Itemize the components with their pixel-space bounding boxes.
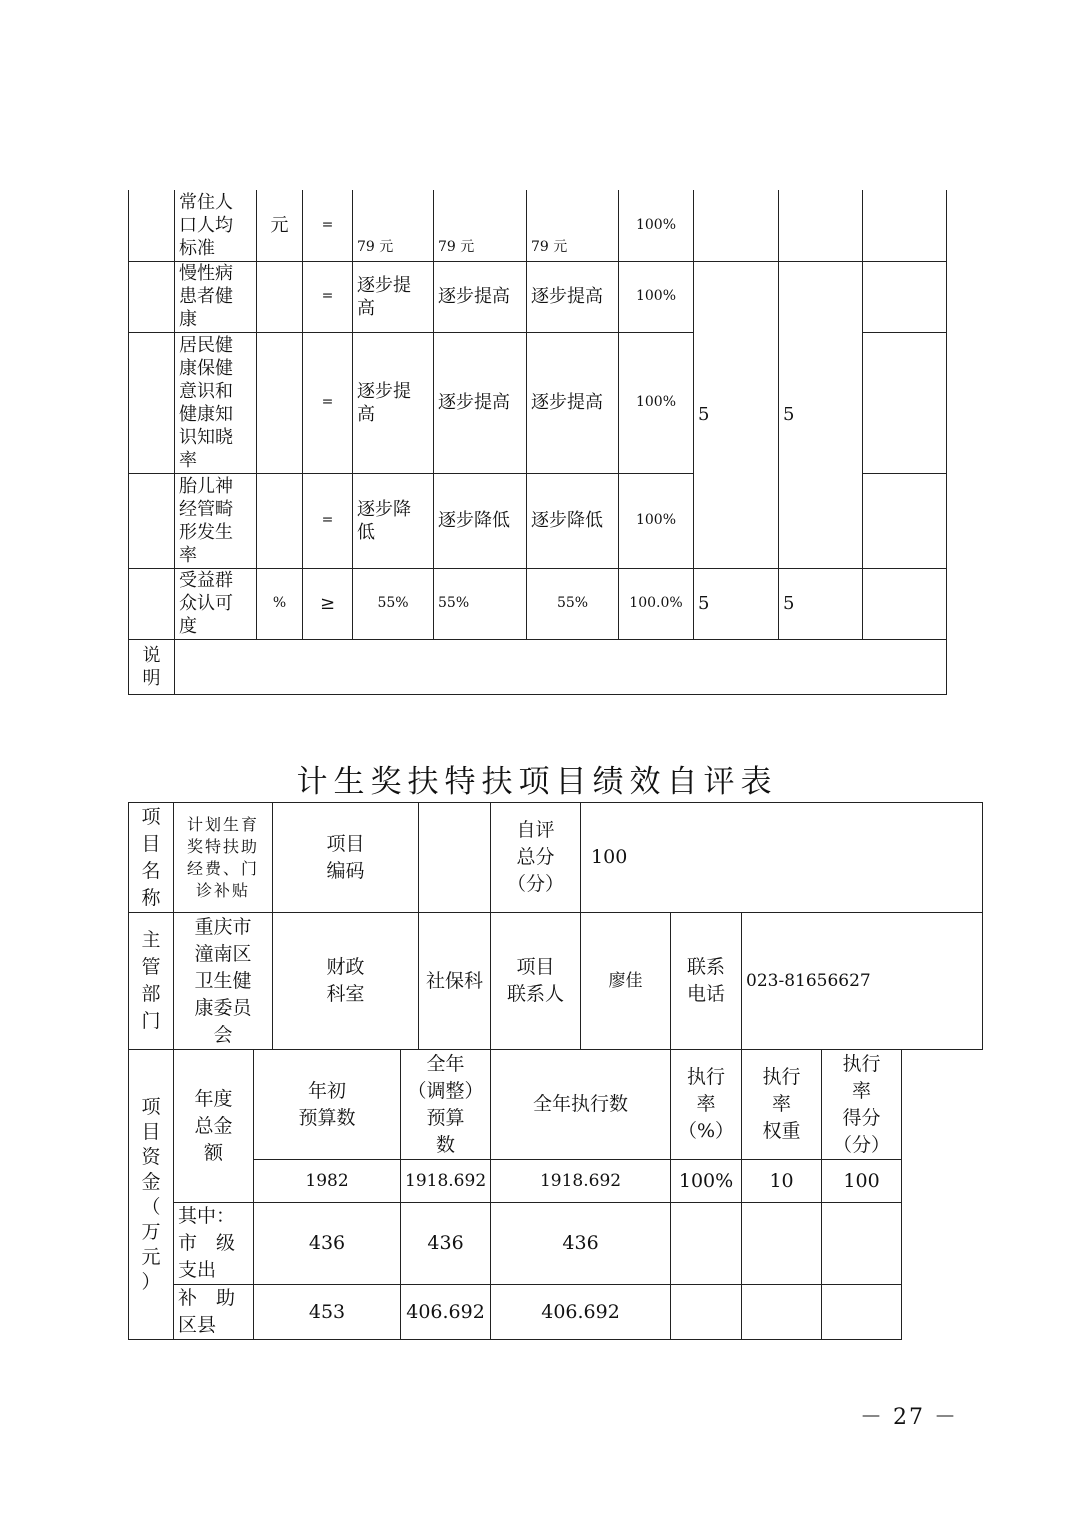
adjusted-budget-label: 全年 （调整）预算 数 <box>401 1050 491 1160</box>
indicator-operator: = <box>303 190 353 261</box>
city-row <box>129 1203 983 1285</box>
total-exec-weight: 10 <box>742 1160 822 1203</box>
total-adjusted: 1918.692 <box>401 1160 491 1203</box>
indicator-table-continued <box>128 190 947 695</box>
indicator-plan: 逐步提高 <box>434 261 527 332</box>
indicator-score: 5 <box>779 261 863 568</box>
page-number: － 27 － <box>860 1405 958 1430</box>
project-code-label: 项目 编码 <box>273 803 419 913</box>
note-label: 说 明 <box>129 639 175 694</box>
indicator-score: 5 <box>779 568 863 639</box>
indicator-operator: = <box>303 332 353 473</box>
county-row <box>129 1285 983 1340</box>
county-executed: 406.692 <box>491 1285 671 1340</box>
total-executed: 1918.692 <box>491 1160 671 1203</box>
indicator-target: 逐步提 高 <box>353 261 434 332</box>
exec-score-label: 执行 率 得分 （分） <box>822 1050 902 1160</box>
indicator-rate: 100% <box>619 190 694 261</box>
county-adjusted: 406.692 <box>401 1285 491 1340</box>
indicator-plan: 79 元 <box>434 190 527 261</box>
indicator-name: 胎儿神 经管畸 形发生 率 <box>175 473 257 568</box>
initial-budget-label: 年初 预算数 <box>254 1050 401 1160</box>
indicator-target: 逐步提 高 <box>353 332 434 473</box>
county-label: 补 助 区县 <box>174 1285 254 1340</box>
total-initial: 1982 <box>254 1160 401 1203</box>
indicator-name: 受益群 众认可 度 <box>175 568 257 639</box>
self-evaluation-table <box>128 802 983 1340</box>
finance-office: 社保科 <box>419 913 491 1050</box>
indicator-name: 居民健 康保健 意识和 健康知 识知晓 率 <box>175 332 257 473</box>
note-text <box>175 639 947 694</box>
indicator-name: 常住人 口人均 标准 <box>175 190 257 261</box>
indicator-unit <box>257 261 303 332</box>
project-code <box>419 803 491 913</box>
city-label: 其中： 市 级 支出 <box>174 1203 254 1285</box>
phone-label: 联系 电话 <box>671 913 742 1050</box>
table-row <box>129 261 947 332</box>
county-initial: 453 <box>254 1285 401 1340</box>
indicator-actual: 55% <box>527 568 619 639</box>
indicator-target: 79 元 <box>353 190 434 261</box>
indicator-target: 55% <box>353 568 434 639</box>
indicator-unit <box>257 332 303 473</box>
indicator-actual: 79 元 <box>527 190 619 261</box>
total-amount-label: 年度 总金 额 <box>174 1050 254 1203</box>
total-exec-rate: 100% <box>671 1160 742 1203</box>
project-name-row <box>129 803 983 913</box>
indicator-name: 慢性病 患者健 康 <box>175 261 257 332</box>
table-row <box>129 568 947 639</box>
department-label: 主 管 部 门 <box>129 913 174 1050</box>
note-row <box>129 639 947 694</box>
self-score-label: 自评 总分 （分） <box>491 803 581 913</box>
city-executed: 436 <box>491 1203 671 1285</box>
city-adjusted: 436 <box>401 1203 491 1285</box>
table-row <box>129 190 947 261</box>
indicator-rate: 100% <box>619 473 694 568</box>
indicator-rate: 100% <box>619 332 694 473</box>
project-name-label: 项 目 名 称 <box>129 803 174 913</box>
indicator-plan: 逐步提高 <box>434 332 527 473</box>
indicator-operator: ≥ <box>303 568 353 639</box>
indicator-plan: 55% <box>434 568 527 639</box>
indicator-rate: 100% <box>619 261 694 332</box>
self-score: 100 <box>581 803 983 913</box>
indicator-plan: 逐步降低 <box>434 473 527 568</box>
funds-header-row <box>129 1050 983 1160</box>
total-row <box>129 1160 983 1203</box>
total-exec-score: 100 <box>822 1160 902 1203</box>
indicator-weight: 5 <box>694 261 779 568</box>
indicator-actual: 逐步提高 <box>527 261 619 332</box>
indicator-actual: 逐步提高 <box>527 332 619 473</box>
indicator-rate: 100.0% <box>619 568 694 639</box>
department-row <box>129 913 983 1050</box>
indicator-operator: = <box>303 261 353 332</box>
indicator-actual: 逐步降低 <box>527 473 619 568</box>
finance-office-label: 财政 科室 <box>273 913 419 1050</box>
page-title: 计生奖扶特扶项目绩效自评表 <box>296 764 778 800</box>
indicator-unit <box>257 473 303 568</box>
department: 重庆市 潼南区 卫生健 康委员 会 <box>174 913 273 1050</box>
indicator-operator: = <box>303 473 353 568</box>
city-initial: 436 <box>254 1203 401 1285</box>
indicator-target: 逐步降 低 <box>353 473 434 568</box>
executed-label: 全年执行数 <box>491 1050 671 1160</box>
indicator-weight: 5 <box>694 568 779 639</box>
phone-number: 023-81656627 <box>742 913 983 1050</box>
funds-label: 项 目 资 金 （ 万 元 ） <box>129 1050 174 1340</box>
project-name: 计划生育 奖特扶助 经费、门 诊补贴 <box>174 803 273 913</box>
indicator-unit: 元 <box>257 190 303 261</box>
exec-rate-label: 执行 率 （%） <box>671 1050 742 1160</box>
exec-weight-label: 执行 率 权重 <box>742 1050 822 1160</box>
indicator-unit: % <box>257 568 303 639</box>
contact-label: 项目 联系人 <box>491 913 581 1050</box>
contact-name: 廖佳 <box>581 913 671 1050</box>
